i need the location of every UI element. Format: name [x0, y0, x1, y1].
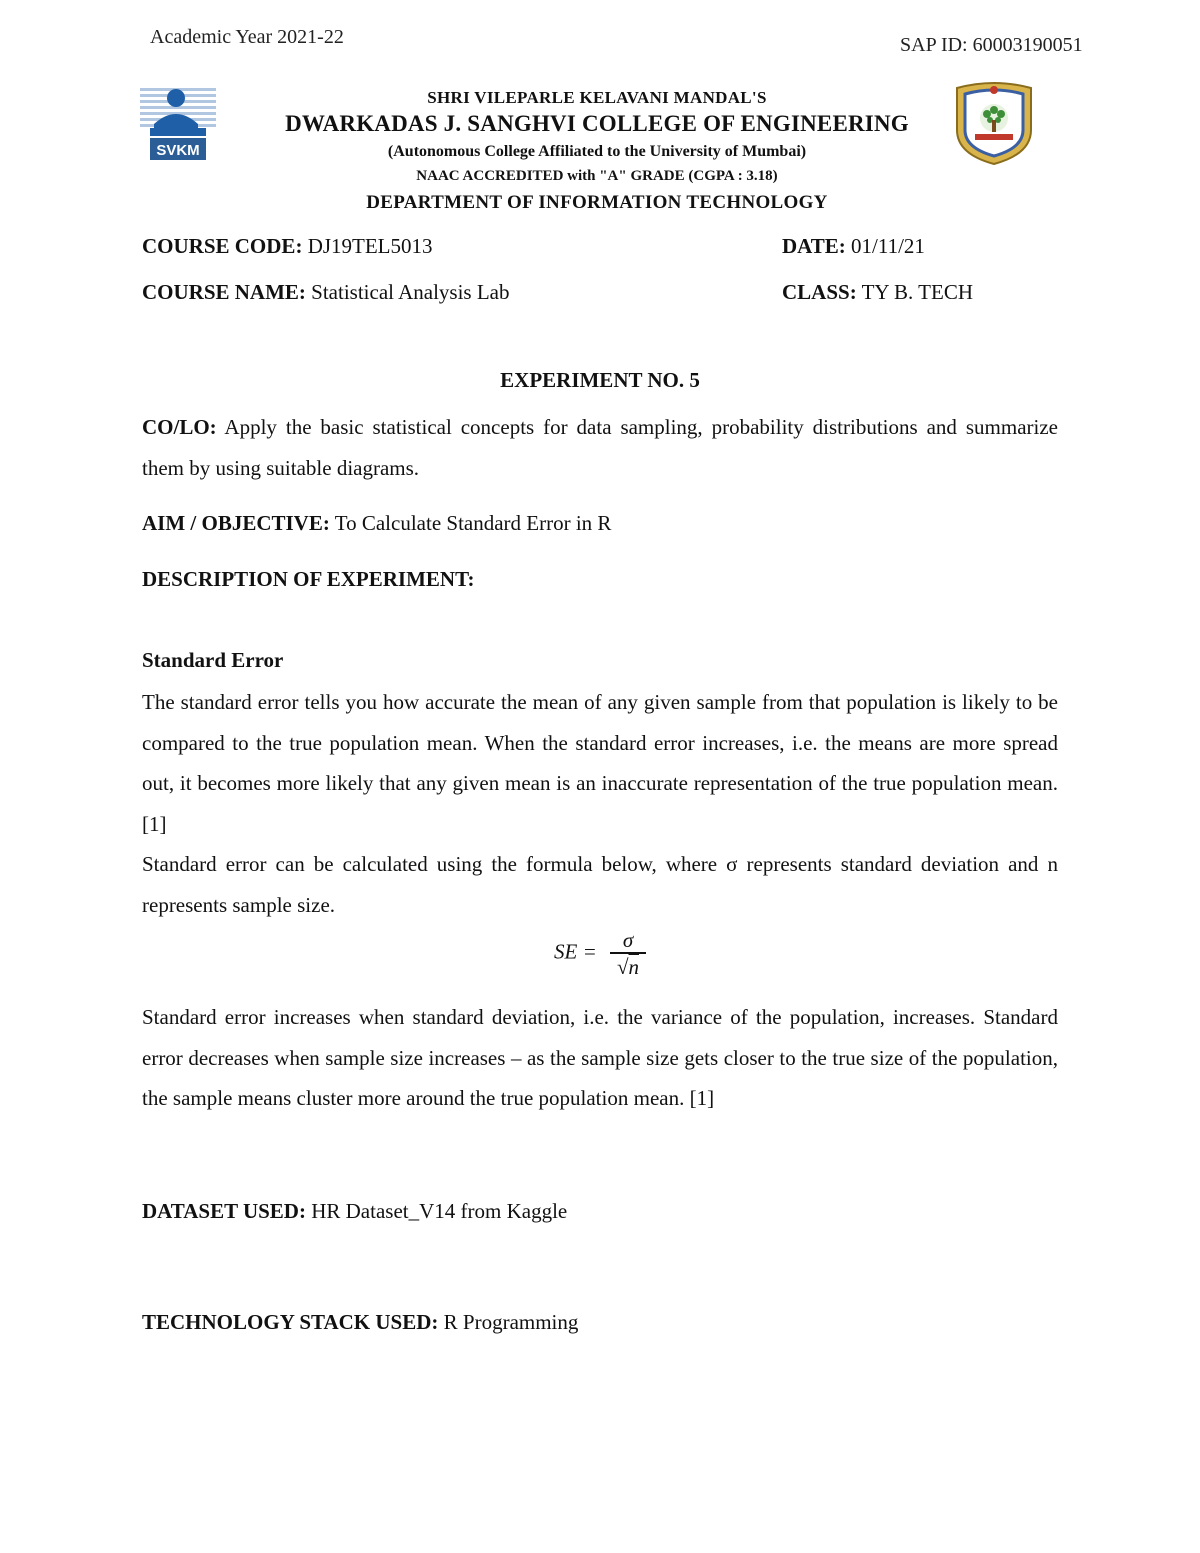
- paragraph-2: Standard error can be calculated using the formula below, where σ represents standard deviation and n represents sample size.: [142, 852, 1058, 917]
- experiment-title: EXPERIMENT NO. 5: [500, 368, 700, 392]
- college-emblem-logo: [947, 80, 1041, 166]
- dataset-label: DATASET USED:: [142, 1199, 306, 1223]
- standard-error-heading: Standard Error: [142, 648, 284, 672]
- affiliation: (Autonomous College Affiliated to the University of Mumbai): [387, 143, 807, 160]
- svkm-logo-text: SVKM: [156, 142, 200, 159]
- fraction-bar: [610, 952, 646, 954]
- college-name: DWARKADAS J. SANGHVI COLLEGE OF ENGINEERING: [285, 111, 909, 136]
- formula-fraction: [610, 930, 646, 978]
- sqrt-symbol: √: [616, 954, 629, 979]
- colo-paragraph: [142, 407, 1058, 488]
- technology-row: [142, 1310, 578, 1335]
- colo-label: CO/LO:: [142, 415, 217, 439]
- formula-n: n: [628, 954, 640, 979]
- formula-numerator: σ: [622, 928, 634, 952]
- course-code-value: DJ19TEL5013: [302, 234, 433, 258]
- date-row: [782, 234, 925, 259]
- technology-label: TECHNOLOGY STACK USED:: [142, 1310, 439, 1334]
- aim-label: AIM / OBJECTIVE:: [142, 511, 330, 535]
- class-row: [782, 280, 973, 305]
- date-label: DATE:: [782, 234, 846, 258]
- paragraph-3: Standard error increases when standard deviation, i.e. the variance of the population, increases. Standard error decreases when sample size increases – as the sample size gets closer to the true size of the population, the sample means cluster more around the true population mean. [1]: [142, 1005, 1058, 1110]
- standard-error-formula: [0, 930, 1200, 978]
- class-label: CLASS:: [782, 280, 857, 304]
- description-heading: DESCRIPTION OF EXPERIMENT:: [142, 567, 475, 591]
- dataset-row: [142, 1199, 567, 1224]
- trust-name: SHRI VILEPARLE KELAVANI MANDAL'S: [427, 88, 767, 107]
- formula-denominator: [617, 956, 639, 978]
- college-header: [240, 89, 954, 184]
- colo-text: Apply the basic statistical concepts for data sampling, probability distributions and summarize them by using suitable diagrams.: [142, 415, 1058, 480]
- course-code-row: [142, 234, 433, 259]
- technology-value: R Programming: [438, 1310, 579, 1334]
- formula-lhs: SE =: [554, 939, 597, 964]
- academic-year: Academic Year 2021-22: [150, 26, 344, 48]
- sap-id: SAP ID: 60003190051: [900, 34, 1083, 56]
- class-value: TY B. TECH: [856, 280, 973, 304]
- course-code-label: COURSE CODE:: [142, 234, 303, 258]
- course-name-value: Statistical Analysis Lab: [305, 280, 510, 304]
- svkm-logo: [140, 84, 216, 164]
- paragraph-1: The standard error tells you how accurate the mean of any given sample from that population is likely to be compared to the true population mean. When the standard error increases, i.e. the means are more spread out, it becomes more likely that any given mean is an inaccurate representation of the true population mean. [1]: [142, 690, 1058, 836]
- department-name: DEPARTMENT OF INFORMATION TECHNOLOGY: [366, 192, 828, 213]
- accreditation: NAAC ACCREDITED with "A" GRADE (CGPA : 3.18): [416, 168, 778, 184]
- aim-row: [142, 511, 611, 536]
- dataset-value: HR Dataset_V14 from Kaggle: [305, 1199, 568, 1223]
- date-value: 01/11/21: [845, 234, 925, 258]
- course-name-label: COURSE NAME:: [142, 280, 306, 304]
- aim-text: To Calculate Standard Error in R: [329, 511, 612, 535]
- course-name-row: [142, 280, 509, 305]
